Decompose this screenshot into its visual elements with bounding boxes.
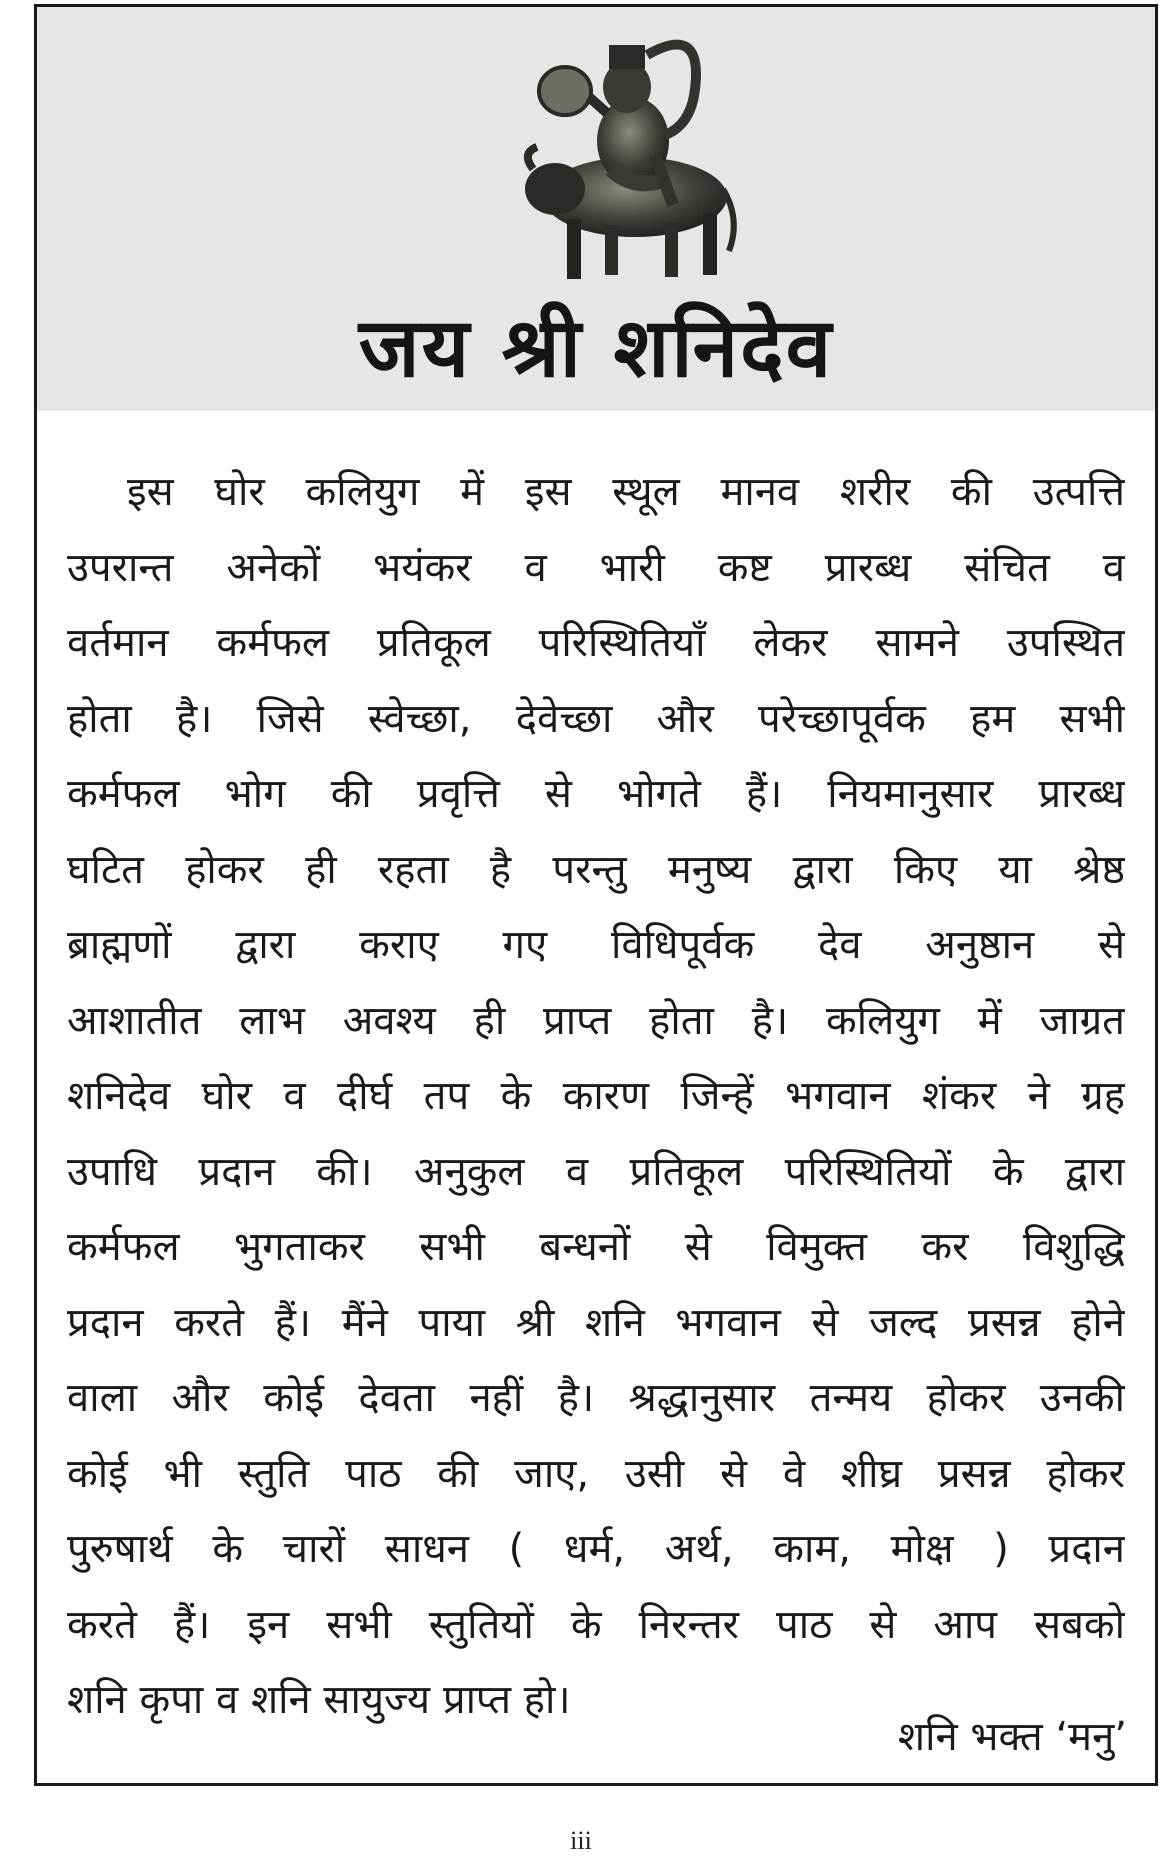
body-line: वर्तमान कर्मफल प्रतिकूल परिस्थितियाँ लेकर सामने उपस्थित [67,620,1125,666]
signature: शनि भक्त ‘मनु’ [897,1714,1127,1760]
body-line: उपरान्त अनेकों भयंकर व भारी कष्ट प्रारब्ध संचित व [67,544,1125,591]
body-paragraph [67,455,1125,1739]
shanidev-idol-image [515,29,745,293]
body-line: शनि कृपा व शनि सायुज्य प्राप्त हो। [67,1677,571,1723]
body-line: इस घोर कलियुग में इस स्थूल मानव शरीर की उत्पत्ति [127,469,1125,515]
body-line: होता है। जिसे स्वेच्छा, देवेच्छा और परेच्छापूर्वक हम सभी [67,695,1125,742]
page-frame [34,4,1158,1786]
header-panel [37,7,1155,411]
body-line: शनिदेव घोर व दीर्घ तप के कारण जिन्हें भगवान शंकर ने ग्रह [67,1073,1125,1119]
body-line: वाला और कोई देवता नहीं है। श्रद्धानुसार तन्मय होकर उनकी [67,1375,1125,1421]
body-line: प्रदान करते हैं। मैंने पाया श्री शनि भगवान से जल्द प्रसन्न होने [67,1299,1125,1346]
body-line: ब्राह्मणों द्वारा कराए गए विधिपूर्वक देव अनुष्ठान से [67,922,1125,968]
body-line: आशातीत लाभ अवश्य ही प्राप्त होता है। कलियुग में जाग्रत [67,997,1125,1044]
body-line: कर्मफल भुगताकर सभी बन्धनों से विमुक्त कर विशुद्धि [67,1224,1125,1270]
page-title: जय श्री शनिदेव [358,301,834,396]
body-line: पुरुषार्थ के चारों साधन ( धर्म, अर्थ, काम, मोक्ष ) प्रदान [67,1526,1125,1572]
page-number: iii [570,1826,592,1855]
body-line: कर्मफल भोग की प्रवृत्ति से भोगते हैं। नियमानुसार प्रारब्ध [67,771,1125,817]
body-line: करते हैं। इन सभी स्तुतियों के निरन्तर पाठ से आप सबको [67,1601,1125,1648]
body-line: घटित होकर ही रहता है परन्तु मनुष्य द्वारा किए या श्रेष्ठ [67,846,1125,893]
body-line: उपाधि प्रदान की। अनुकुल व प्रतिकूल परिस्थितियों के द्वारा [67,1148,1125,1195]
body-line: कोई भी स्तुति पाठ की जाए, उसी से वे शीघ्र प्रसन्न होकर [67,1450,1125,1497]
